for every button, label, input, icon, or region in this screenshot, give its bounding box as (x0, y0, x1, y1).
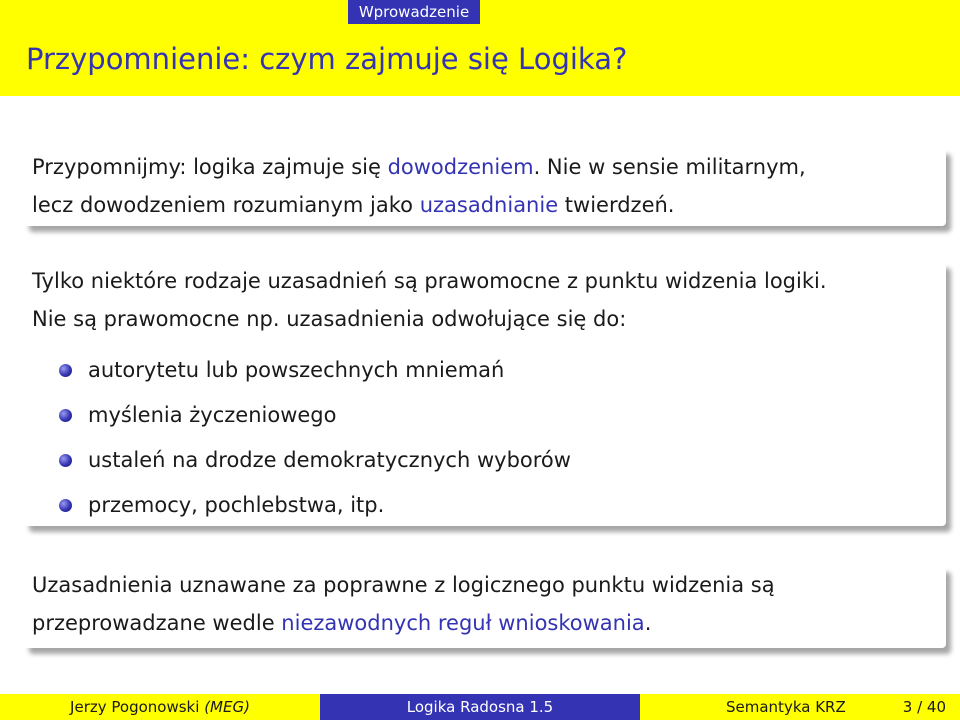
text-span: . Nie w sensie militarnym, (533, 155, 806, 179)
highlight-rules: niezawodnych reguł wnioskowania (281, 611, 645, 635)
text-span: twierdzeń. (558, 193, 675, 217)
valid-line-2 (24, 604, 946, 642)
list-item (24, 348, 946, 393)
footer (0, 694, 960, 720)
reminder-line-2 (24, 186, 946, 224)
invalid-line-1: Tylko niektóre rodzaje uzasadnień są prawomocne z punktu widzenia logiki. (32, 269, 827, 293)
bullet-list (24, 348, 946, 528)
list-item (24, 438, 946, 483)
block-invalid-justifications (24, 262, 946, 526)
section-bar (0, 0, 960, 24)
page-title: Przypomnienie: czym zajmuje się Logika? (26, 42, 628, 76)
list-item (24, 393, 946, 438)
highlight-dowodzeniem: dowodzeniem (387, 155, 534, 179)
bullet-ball-icon (59, 409, 72, 422)
section-tab[interactable]: Wprowadzenie (348, 0, 480, 24)
footer-course[interactable]: Logika Radosna 1.5 (320, 694, 640, 720)
footer-author[interactable] (0, 694, 320, 720)
list-item-text: przemocy, pochlebstwa, itp. (88, 493, 385, 517)
block-valid-justifications (24, 566, 946, 648)
page-counter: 3 / 40 (902, 698, 946, 716)
reminder-line-1 (24, 148, 946, 186)
bullet-ball-icon (59, 364, 72, 377)
footer-topic-title: Semantyka KRZ (726, 698, 846, 716)
list-item-text: ustaleń na drodze demokratycznych wyborów (88, 448, 571, 472)
footer-author-name: Jerzy Pogonowski (70, 698, 200, 716)
block-reminder (24, 148, 946, 226)
bullet-ball-icon (59, 454, 72, 467)
text-span: lecz dowodzeniem rozumianym jako (32, 193, 420, 217)
list-item-text: autorytetu lub powszechnych mniemań (88, 358, 505, 382)
bullet-ball-icon (59, 499, 72, 512)
valid-line-1: Uzasadnienia uznawane za poprawne z logicznego punktu widzenia są (32, 573, 775, 597)
list-item-text: myślenia życzeniowego (88, 403, 337, 427)
footer-group: (MEG) (204, 698, 250, 716)
list-item (24, 483, 946, 528)
footer-topic[interactable] (640, 694, 960, 720)
invalid-line-2: Nie są prawomocne np. uzasadnienia odwołujące się do: (32, 307, 627, 331)
text-span: Przypomnijmy: logika zajmuje się (32, 155, 388, 179)
highlight-uzasadnianie: uzasadnianie (419, 193, 559, 217)
text-span: przeprowadzane wedle (32, 611, 282, 635)
text-span: . (644, 611, 652, 635)
